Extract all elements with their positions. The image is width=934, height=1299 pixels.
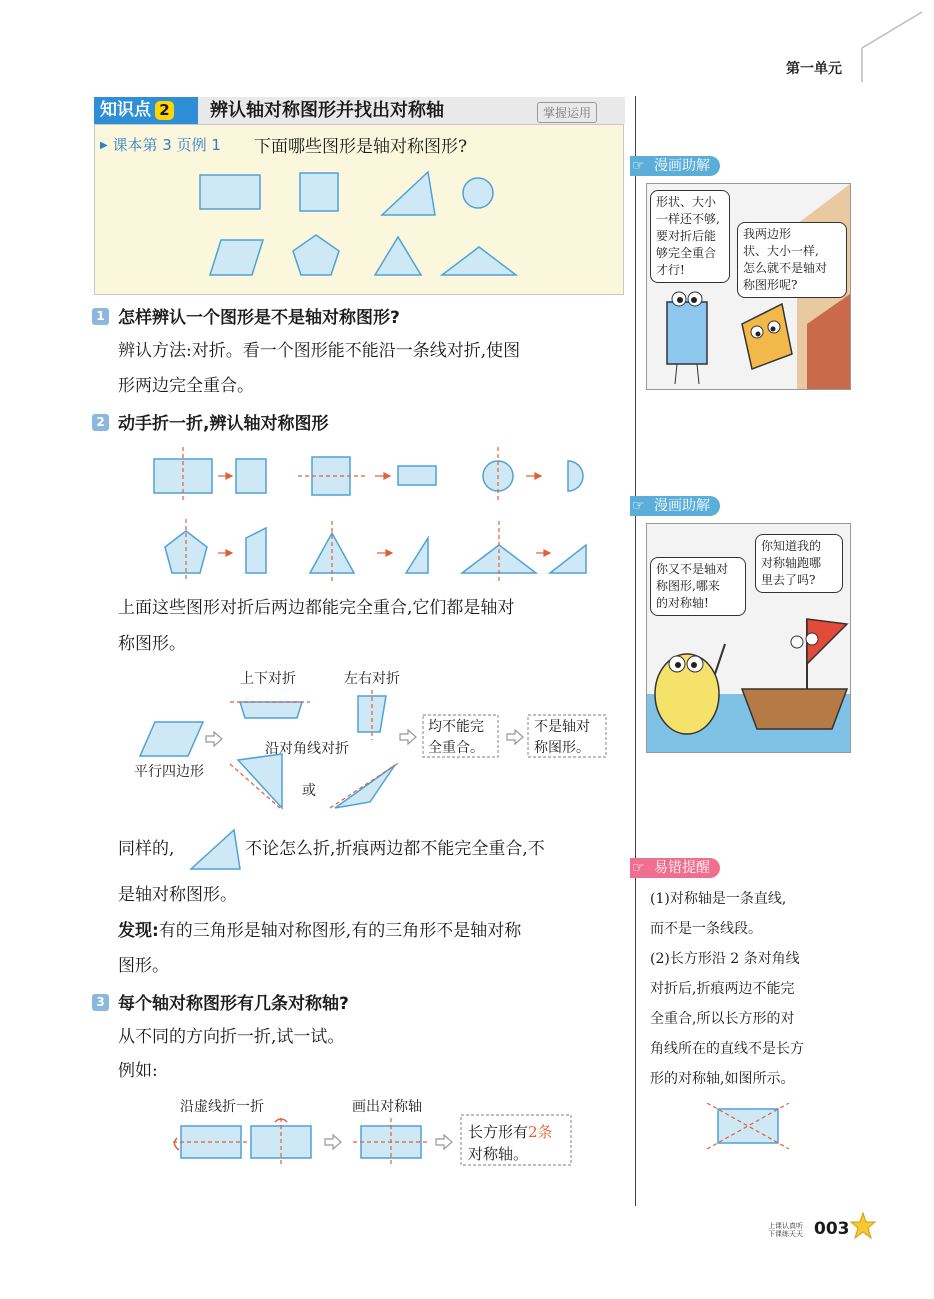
unit-label: 第一单元	[786, 61, 842, 77]
fold-updown-label: 上下对折	[240, 671, 296, 687]
page-corner-decoration	[860, 10, 930, 85]
scalene-triangle-shape	[188, 826, 244, 872]
section-2-title: 动手折一折,辨认轴对称图形	[118, 414, 329, 434]
hollow-arrow-icon	[325, 1135, 341, 1149]
tip-line: 而不是一条线段。	[650, 921, 762, 937]
star-mascot-icon	[850, 1212, 876, 1240]
footer-slogan	[768, 1222, 803, 1238]
pentagon-shape	[293, 235, 339, 275]
bubble-line: 状、大小一样,	[743, 244, 819, 258]
discovery-line-2: 图形。	[118, 956, 169, 976]
page-number: 003	[814, 1219, 850, 1239]
tip-tag-label: 易错提醒	[654, 860, 710, 876]
footer-slogan-line-2: 下课练天天	[768, 1230, 803, 1238]
bubble-line: 你知道我的	[761, 539, 822, 553]
knowledge-point-tag-label: 知识点	[100, 100, 151, 120]
or-label: 或	[302, 783, 316, 799]
discovery-label: 发现:	[118, 921, 159, 941]
same-text-suffix: 不论怎么折,折痕两边都不能完全重合,不	[245, 839, 545, 859]
fold-arrow-icon	[174, 1138, 179, 1150]
column-divider	[635, 96, 636, 1206]
hollow-arrow-icon	[436, 1135, 452, 1149]
rectangle-shape	[200, 175, 260, 209]
parallelogram-shape	[210, 240, 263, 275]
textbook-reference-text: 课本第 3 页例 1	[112, 136, 221, 154]
fold-leftright-label: 左右对折	[344, 671, 400, 687]
knowledge-point-title: 辨认轴对称图形并找出对称轴	[210, 100, 444, 121]
result-not-symmetric-line-2: 称图形。	[534, 740, 590, 756]
footer-slogan-line-1: 上课认真听	[768, 1222, 803, 1230]
bubble-line: 我两边形	[743, 227, 792, 241]
section-1-title: 怎样辨认一个图形是不是轴对称图形?	[118, 308, 400, 328]
textbook-reference	[100, 134, 221, 155]
hollow-arrow-icon	[206, 732, 222, 746]
comic-1-bubble-right	[737, 222, 847, 298]
comic-panel-1	[646, 183, 851, 390]
bubble-line: 你又不是轴对	[656, 562, 729, 576]
discovery-content: 有的三角形是轴对称图形,有的三角形不是轴对称	[158, 921, 522, 941]
square-shape	[300, 173, 338, 211]
section-1-number: 1	[92, 308, 109, 325]
parallelogram-label: 平行四边形	[134, 764, 204, 780]
result-not-overlap-line-2: 全重合。	[428, 740, 484, 756]
parallelogram-shape	[140, 722, 203, 756]
bubble-line: 才行!	[656, 263, 685, 277]
comic-tag-1	[630, 156, 720, 176]
rectangle-diagonals-diagram	[703, 1103, 793, 1151]
same-text-line-2: 是轴对称图形。	[118, 885, 237, 905]
discovery-text	[118, 914, 521, 949]
pointing-hand-icon: ☞	[632, 860, 645, 876]
hollow-arrow-icon	[507, 730, 523, 744]
tip-line: (1)对称轴是一条直线,	[650, 891, 787, 907]
fold-along-dash-label: 沿虚线折一折	[180, 1099, 264, 1115]
same-text-prefix: 同样的,	[118, 839, 175, 859]
fold-diagonal-label: 沿对角线对折	[265, 741, 349, 757]
bubble-line: 怎么就不是轴对	[743, 261, 828, 275]
bubble-line: 称图形呢?	[743, 278, 798, 292]
comic-2-bubble-left	[650, 557, 746, 616]
tip-line: 对折后,折痕两边不能完	[650, 981, 795, 997]
knowledge-point-tag	[94, 97, 198, 124]
result-not-overlap-line-1: 均不能完	[428, 719, 484, 735]
section-1-line-2: 形两边完全重合。	[118, 376, 254, 396]
pointing-hand-icon: ☞	[632, 498, 645, 514]
tip-tag	[630, 858, 720, 878]
bubble-line: 对称轴跑哪	[761, 556, 822, 570]
circle-shape	[463, 178, 493, 208]
isosceles-triangle-shape	[442, 247, 516, 275]
triangle-bullet-icon: ▶	[100, 140, 108, 151]
section-1-line-1: 辨认方法:对折。看一个图形能不能沿一条线对折,使图	[118, 341, 521, 361]
result-prefix: 长方形有	[468, 1123, 529, 1141]
bubble-line: 的对称轴!	[656, 596, 709, 610]
bubble-line: 够完全重合	[656, 246, 717, 260]
result-not-symmetric-line-1: 不是轴对	[534, 719, 590, 735]
section-3-line-2: 例如:	[118, 1061, 158, 1081]
section-2-number: 2	[92, 414, 109, 431]
section-2-line-2: 称图形。	[118, 634, 186, 654]
folding-diagram	[140, 445, 600, 585]
rectangle-axes-result-line-2: 对称轴。	[468, 1145, 529, 1163]
hollow-arrow-icon	[400, 730, 416, 744]
tip-content	[650, 884, 850, 1094]
mastery-badge: 掌握运用	[537, 102, 597, 123]
example-shapes	[190, 165, 530, 283]
section-3-number: 3	[92, 994, 109, 1011]
bubble-line: 里去了吗?	[761, 573, 816, 587]
bubble-line: 要对折后能	[656, 229, 717, 243]
knowledge-point-number: 2	[155, 101, 174, 120]
section-2-line-1: 上面这些图形对折后两边都能完全重合,它们都是轴对	[118, 598, 515, 618]
section-3-line-1: 从不同的方向折一折,试一试。	[118, 1027, 345, 1047]
comic-tag-2-label: 漫画助解	[654, 498, 710, 514]
bubble-line: 一样还不够,	[656, 212, 720, 226]
rectangle-axes-result	[468, 1121, 553, 1142]
comic-2-bubble-right	[755, 534, 843, 593]
comic-tag-1-label: 漫画助解	[654, 158, 710, 174]
equilateral-triangle-shape	[375, 237, 421, 275]
tip-line: 形的对称轴,如图所示。	[650, 1071, 795, 1087]
tip-line: 角线所在的直线不是长方	[650, 1041, 804, 1057]
comic-panel-2	[646, 523, 851, 753]
bubble-line: 形状、大小	[656, 195, 717, 209]
pointing-hand-icon: ☞	[632, 158, 645, 174]
right-triangle-shape	[382, 172, 435, 215]
example-question: 下面哪些图形是轴对称图形?	[254, 137, 468, 157]
section-3-title: 每个轴对称图形有几条对称轴?	[118, 994, 349, 1014]
comic-tag-2	[630, 496, 720, 516]
result-count: 2条	[528, 1123, 553, 1141]
bubble-line: 称图形,哪来	[656, 579, 720, 593]
tip-line: 全重合,所以长方形的对	[650, 1011, 795, 1027]
comic-1-bubble-left	[650, 190, 730, 283]
tip-line: (2)长方形沿 2 条对角线	[650, 951, 800, 967]
draw-axis-label: 画出对称轴	[352, 1099, 422, 1115]
